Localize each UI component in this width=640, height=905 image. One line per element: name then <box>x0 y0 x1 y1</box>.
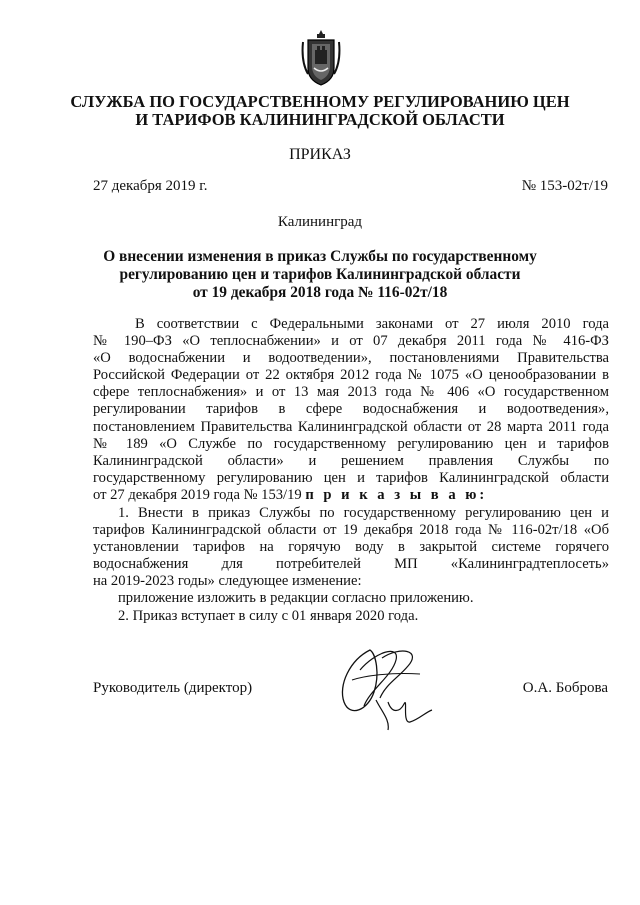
preamble-line: постановлением Правительства Калининградской области от 28 марта 2011 года <box>93 418 609 435</box>
order-title-line1: О внесении изменения в приказ Службы по государственному <box>103 248 537 265</box>
organization-name-line1: СЛУЖБА ПО ГОСУДАРСТВЕННОМУ РЕГУЛИРОВАНИЮ ЦЕН <box>70 92 570 111</box>
order-title <box>0 248 640 302</box>
preamble-line: Российской Федерации от 22 октября 2012 года № 1075 «О ценообразовании в <box>93 367 609 384</box>
coat-of-arms-icon <box>300 28 342 88</box>
document-date: 27 декабря 2019 г. <box>93 178 208 194</box>
preamble-last-line <box>93 487 609 504</box>
preamble-line: № 190–ФЗ «О теплоснабжении» и от 07 декабря 2011 года № 416-ФЗ <box>93 333 609 350</box>
preamble-line: Калининградской области» и решением правления Службы по <box>93 452 609 469</box>
preamble-line: № 189 «О Службе по государственному регулированию цен и тарифов <box>93 435 609 452</box>
preamble-line: регулировании тарифов в сфере водоснабжения и водоотведения», <box>93 401 609 418</box>
preamble-line: государственному регулированию цен и тарифов Калининградской области <box>93 469 609 486</box>
signatory-name: О.А. Боброва <box>522 680 608 696</box>
order-title-line2: регулированию цен и тарифов Калининградской области <box>119 266 521 283</box>
document-number: № 153-02т/19 <box>521 178 608 194</box>
preamble-last-text: от 27 декабря 2019 года № 153/19 <box>93 486 302 503</box>
preamble-line: «О водоснабжении и водоотведении», постановлениями Правительства <box>93 350 609 367</box>
item-1-line: 1. Внести в приказ Службы по государственному регулированию цен и <box>118 505 609 521</box>
order-word: п р и к а з ы в а ю: <box>305 486 488 503</box>
city: Калининград <box>277 214 363 230</box>
item-1-line: на 2019-2023 годы» следующее изменение: <box>93 573 362 590</box>
item-1-line: установлении тарифов на горячую воду в закрытой системе горячего <box>93 539 609 556</box>
order-title-line3: от 19 декабря 2018 года № 116-02т/18 <box>192 284 448 301</box>
document-type: ПРИКАЗ <box>289 146 351 163</box>
item-2-line: 2. Приказ вступает в силу с 01 января 2020 года. <box>118 607 419 624</box>
preamble-paragraph <box>93 316 609 504</box>
item-1-line: водоснабжения для потребителей МП «Калининградтеплосеть» <box>93 556 609 573</box>
handwritten-signature <box>330 640 440 735</box>
preamble-line: сфере теплоснабжения» и от 13 мая 2013 года № 406 «О государственном <box>93 384 609 401</box>
preamble-line: В соответствии с Федеральными законами от 27 июля 2010 года <box>135 316 609 332</box>
organization-name-line2: И ТАРИФОВ КАЛИНИНГРАДСКОЙ ОБЛАСТИ <box>135 110 505 129</box>
signatory-position: Руководитель (директор) <box>93 680 253 696</box>
item-1-line: тарифов Калининградской области от 19 декабря 2018 года № 116-02т/18 «Об <box>93 522 609 539</box>
item-1-paragraph <box>93 505 609 625</box>
item-1-subline: приложение изложить в редакции согласно приложению. <box>118 590 474 607</box>
